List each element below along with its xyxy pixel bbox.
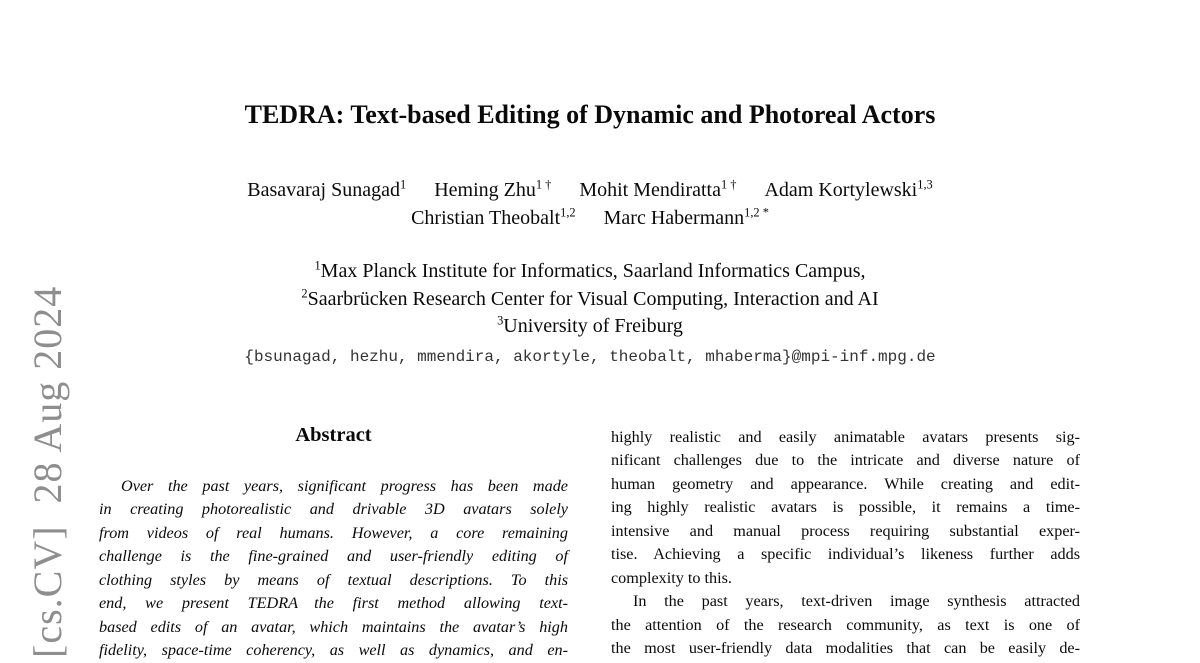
author-superscript: 1,3	[917, 177, 933, 192]
affiliation-text: Saarbrücken Research Center for Visual Computing, Interaction and AI	[307, 287, 879, 310]
author-superscript: 1,2 *	[744, 205, 769, 220]
intro-column	[611, 426, 1080, 661]
author-name: Mohit Mendiratta	[579, 179, 721, 201]
abstract-heading: Abstract	[295, 424, 372, 446]
author-superscript: 1 †	[720, 177, 737, 192]
affiliation-superscript: 1	[314, 258, 321, 273]
abstract-line: end, we present TEDRA the first method allowing text-	[99, 594, 568, 613]
author	[434, 179, 551, 201]
intro-line: In the past years, text-driven image synthesis attracted	[633, 592, 1080, 611]
affiliations	[99, 258, 1081, 341]
abstract-line: from videos of real humans. However, a core remaining	[99, 523, 568, 542]
authors-row-1	[99, 178, 1081, 202]
intro-line: complexity to this.	[611, 568, 732, 587]
author-name: Heming Zhu	[434, 179, 536, 201]
author-name: Adam Kortylewski	[764, 179, 918, 201]
abstract-column	[99, 475, 568, 663]
affiliation-text: Max Planck Institute for Informatics, Saarland Informatics Campus,	[320, 260, 866, 282]
arxiv-watermark: [cs.CV] 28 Aug 2024	[25, 285, 70, 658]
intro-line: highly realistic and easily animatable avatars presents sig-	[611, 428, 1080, 446]
intro-line: ing highly realistic avatars is possible, it remains a time-	[611, 498, 1080, 517]
affiliation-text: University of Freiburg	[503, 315, 683, 338]
intro-line: the attention of the research community, as text is one of	[611, 615, 1080, 634]
affiliation-superscript: 3	[497, 313, 504, 328]
author-name: Basavaraj Sunagad	[247, 179, 400, 201]
email-line: {bsunagad, hezhu, mmendira, akortyle, theobalt, mhaberma}@mpi-inf.mpg.de	[244, 348, 936, 366]
paper-title: TEDRA: Text-based Editing of Dynamic and Photoreal Actors	[244, 100, 936, 129]
intro-line: the most user-friendly data modalities that can be easily de-	[611, 639, 1080, 658]
affiliation-line	[99, 258, 1081, 286]
intro-line: nificant challenges due to the intricate and diverse nature of	[611, 451, 1080, 470]
author-superscript: 1	[399, 177, 407, 192]
abstract-line: fidelity, space-time coherency, as well as dynamics, and en-	[99, 641, 568, 660]
affiliation-line	[99, 286, 1081, 314]
intro-line: tise. Achieving a specific individual’s likeness further adds	[611, 545, 1080, 564]
abstract-line: Over the past years, significant progress has been made	[121, 477, 568, 495]
affiliation-line	[99, 313, 1081, 341]
authors-row-2	[99, 206, 1081, 230]
abstract-line: clothing styles by means of textual descriptions. To this	[99, 570, 568, 589]
affiliation-superscript: 2	[301, 285, 308, 300]
author-superscript: 1 †	[535, 177, 552, 192]
abstract-line: challenge is the fine-grained and user-friendly editing of	[99, 547, 568, 566]
author-superscript: 1,2	[560, 205, 576, 220]
author-name: Christian Theobalt	[411, 207, 561, 229]
intro-line: human geometry and appearance. While creating and edit-	[611, 474, 1080, 493]
abstract-line: in creating photorealistic and drivable 3D avatars solely	[99, 500, 568, 519]
author	[411, 207, 576, 229]
author	[604, 207, 769, 229]
author	[579, 179, 736, 201]
author	[247, 179, 406, 201]
author-name: Marc Habermann	[603, 207, 745, 229]
abstract-line: based edits of an avatar, which maintains the avatar’s high	[99, 617, 568, 636]
author	[764, 179, 932, 201]
intro-line: intensive and manual process requiring substantial exper-	[611, 521, 1080, 540]
